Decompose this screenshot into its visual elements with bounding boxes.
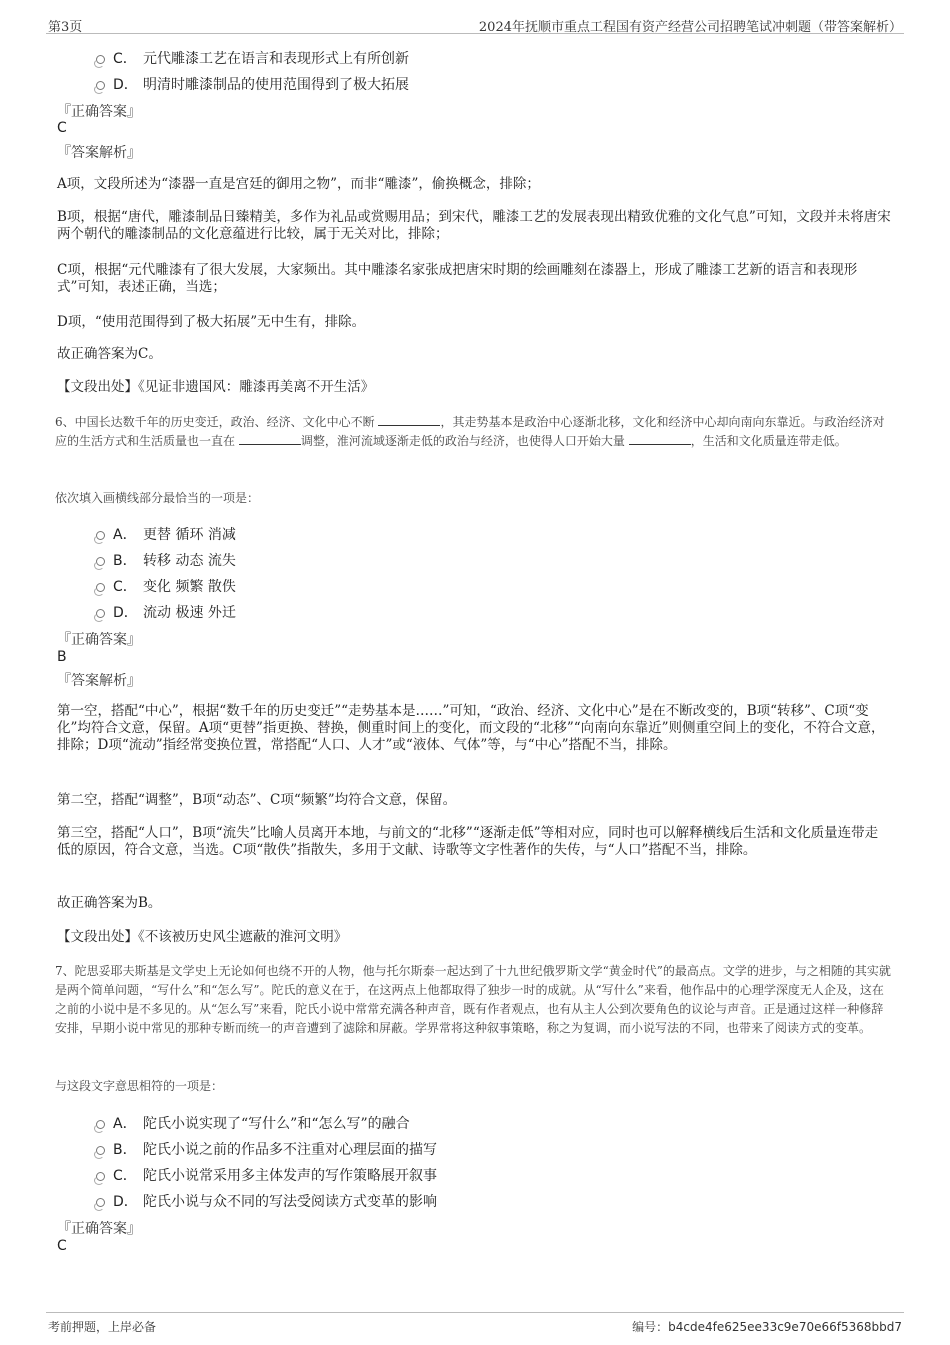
radio-icon[interactable] (96, 55, 105, 64)
radio-icon[interactable] (96, 81, 105, 90)
option-text: 陀氏小说与众不同的写法受阅读方式变革的影响 (143, 1194, 437, 1210)
fill-blank (239, 433, 301, 445)
radio-icon[interactable] (96, 583, 105, 592)
option-a[interactable]: A． 陀氏小说实现了“写什么”和“怎么写”的融合 (96, 1113, 410, 1133)
correct-answer: B (57, 649, 67, 665)
source-citation: 【文段出处】《见证非遗国风：雕漆再美离不开生活》 (57, 379, 375, 395)
option-d[interactable]: D． 流动 极速 外迁 (96, 602, 236, 622)
option-text: 陀氏小说实现了“写什么”和“怎么写”的融合 (143, 1116, 410, 1132)
option-c[interactable]: C． 元代雕漆工艺在语言和表现形式上有所创新 (96, 48, 409, 68)
analysis-paragraph: B项，根据“唐代，雕漆制品日臻精美，多作为礼品或赏赐用品；到宋代，雕漆工艺的发展表现出精致优雅的文化气息”可知，文段并未将唐宋两个朝代的雕漆制品的文化意蕴进行比较，属于无关对比，排除； (57, 209, 891, 242)
page-footer (46, 1312, 904, 1336)
correct-answer-label: 『正确答案』 (57, 1221, 141, 1237)
option-a[interactable]: A． 更替 循环 消减 (96, 524, 236, 544)
option-text: 陀氏小说常采用多主体发声的写作策略展开叙事 (143, 1168, 437, 1184)
radio-icon[interactable] (96, 1172, 105, 1181)
analysis-conclusion: 故正确答案为B。 (57, 895, 162, 911)
analysis-paragraph: D项，“使用范围得到了极大拓展”无中生有，排除。 (57, 314, 366, 330)
radio-icon[interactable] (96, 1120, 105, 1129)
option-text: 元代雕漆工艺在语言和表现形式上有所创新 (143, 51, 409, 67)
page-header (46, 12, 904, 34)
option-d[interactable]: D． 明清时雕漆制品的使用范围得到了极大拓展 (96, 74, 409, 94)
analysis-label: 『答案解析』 (57, 673, 141, 689)
option-text: 流动 极速 外迁 (143, 605, 236, 621)
analysis-paragraph: 第一空，搭配“中心”，根据“数千年的历史变迁”“走势基本是……”可知，“政治、经济、文化中心”是在不断改变的，B项“转移”、C项“变化”均符合文意，保留。A项“更替”指更换、替换，侧重时间上的变化，而文段的“北移”“向南向东靠近”则侧重空间上的变化，不符合文意，排除；D项“流动”指经常变换位置，常搭配“人口、人才”或“液体、气体”等，与“中心”搭配不当，排除。 (57, 703, 885, 753)
correct-answer: C (57, 1238, 67, 1254)
radio-icon[interactable] (96, 531, 105, 540)
analysis-conclusion: 故正确答案为C。 (57, 346, 162, 362)
option-text: 明清时雕漆制品的使用范围得到了极大拓展 (143, 77, 409, 93)
document-title: 2024年抚顺市重点工程国有资产经营公司招聘笔试冲刺题（带答案解析） (478, 20, 902, 35)
footer-slogan: 考前押题，上岸必备 (48, 1320, 157, 1334)
option-text: 变化 频繁 散佚 (143, 579, 236, 595)
radio-icon[interactable] (96, 557, 105, 566)
analysis-paragraph: 第三空，搭配“人口”，B项“流失”比喻人员离开本地，与前文的“北移”“逐渐走低”等相对应，同时也可以解释横线后生活和文化质量连带走低的原因，符合文意，当选。C项“散佚”指散失，多用于文献、诗歌等文字性著作的失传，与“人口”搭配不当，排除。 (57, 825, 879, 858)
radio-icon[interactable] (96, 609, 105, 618)
question-stem: 7、陀思妥耶夫斯基是文学史上无论如何也绕不开的人物，他与托尔斯泰一起达到了十九世纪俄罗斯文学“黄金时代”的最高点。文学的进步，与之相随的其实就是两个简单问题，“写什么”和“怎么写”。陀氏的意义在于，在这两点上他都取得了独步一时的成就。从“写什么”来看，他作品中的心理学深度无人企及，这在之前的小说中是不多见的。从“怎么写”来看，陀氏小说中常常充满各种声音，既有作者观点，也有从主人公到次要角色的议论与声音。正是通过这样一种修辞安排，早期小说中常见的那种专断而统一的声音遭到了滤除和屏蔽。学界常将这种叙事策略，称之为复调，而小说写法的不同，也带来了阅读方式的变革。 (55, 964, 891, 1035)
option-c[interactable]: C． 变化 频繁 散佚 (96, 576, 236, 596)
correct-answer-label: 『正确答案』 (57, 632, 141, 648)
option-text: 陀氏小说之前的作品多不注重对心理层面的描写 (143, 1142, 437, 1158)
radio-icon[interactable] (96, 1146, 105, 1155)
analysis-paragraph: C项，根据“元代雕漆有了很大发展，大家频出。其中雕漆名家张成把唐宋时期的绘画雕刻在漆器上，形成了雕漆工艺新的语言和表现形式”可知，表述正确，当选； (57, 262, 858, 295)
option-d[interactable]: D． 陀氏小说与众不同的写法受阅读方式变革的影响 (96, 1191, 437, 1211)
analysis-label: 『答案解析』 (57, 145, 141, 161)
question-prompt: 依次填入画横线部分最恰当的一项是： (55, 491, 260, 505)
fill-blank (378, 414, 440, 426)
fill-blank (629, 433, 691, 445)
radio-icon[interactable] (96, 1198, 105, 1207)
page-number: 第3页 (48, 20, 83, 35)
source-citation: 【文段出处】《不该被历史风尘遮蔽的淮河文明》 (57, 929, 348, 945)
option-b[interactable]: B． 陀氏小说之前的作品多不注重对心理层面的描写 (96, 1139, 437, 1159)
analysis-paragraph: 第二空，搭配“调整”，B项“动态”、C项“频繁”均符合文意，保留。 (57, 792, 457, 808)
correct-answer: C (57, 120, 67, 136)
document-code: 编号：b4cde4fe625ee33c9e70e66f5368bbd7 (632, 1320, 902, 1334)
option-b[interactable]: B． 转移 动态 流失 (96, 550, 236, 570)
option-text: 更替 循环 消减 (143, 527, 236, 543)
analysis-paragraph: A项，文段所述为“漆器一直是宫廷的御用之物”，而非“雕漆”，偷换概念，排除； (57, 176, 540, 192)
question-stem: 6、中国长达数千年的历史变迁，政治、经济、文化中心不断 ，其走势基本是政治中心逐渐北移，文化和经济中心却向南向东靠近。与政治经济对应的生活方式和生活质量也一直在 调整，淮河流域逐渐走低的政治与经济，也使得人口开始大量 ，生活和文化质量连带走低。 (55, 415, 885, 448)
option-text: 转移 动态 流失 (143, 553, 236, 569)
question-prompt: 与这段文字意思相符的一项是： (55, 1079, 224, 1093)
option-c[interactable]: C． 陀氏小说常采用多主体发声的写作策略展开叙事 (96, 1165, 437, 1185)
correct-answer-label: 『正确答案』 (57, 104, 141, 120)
